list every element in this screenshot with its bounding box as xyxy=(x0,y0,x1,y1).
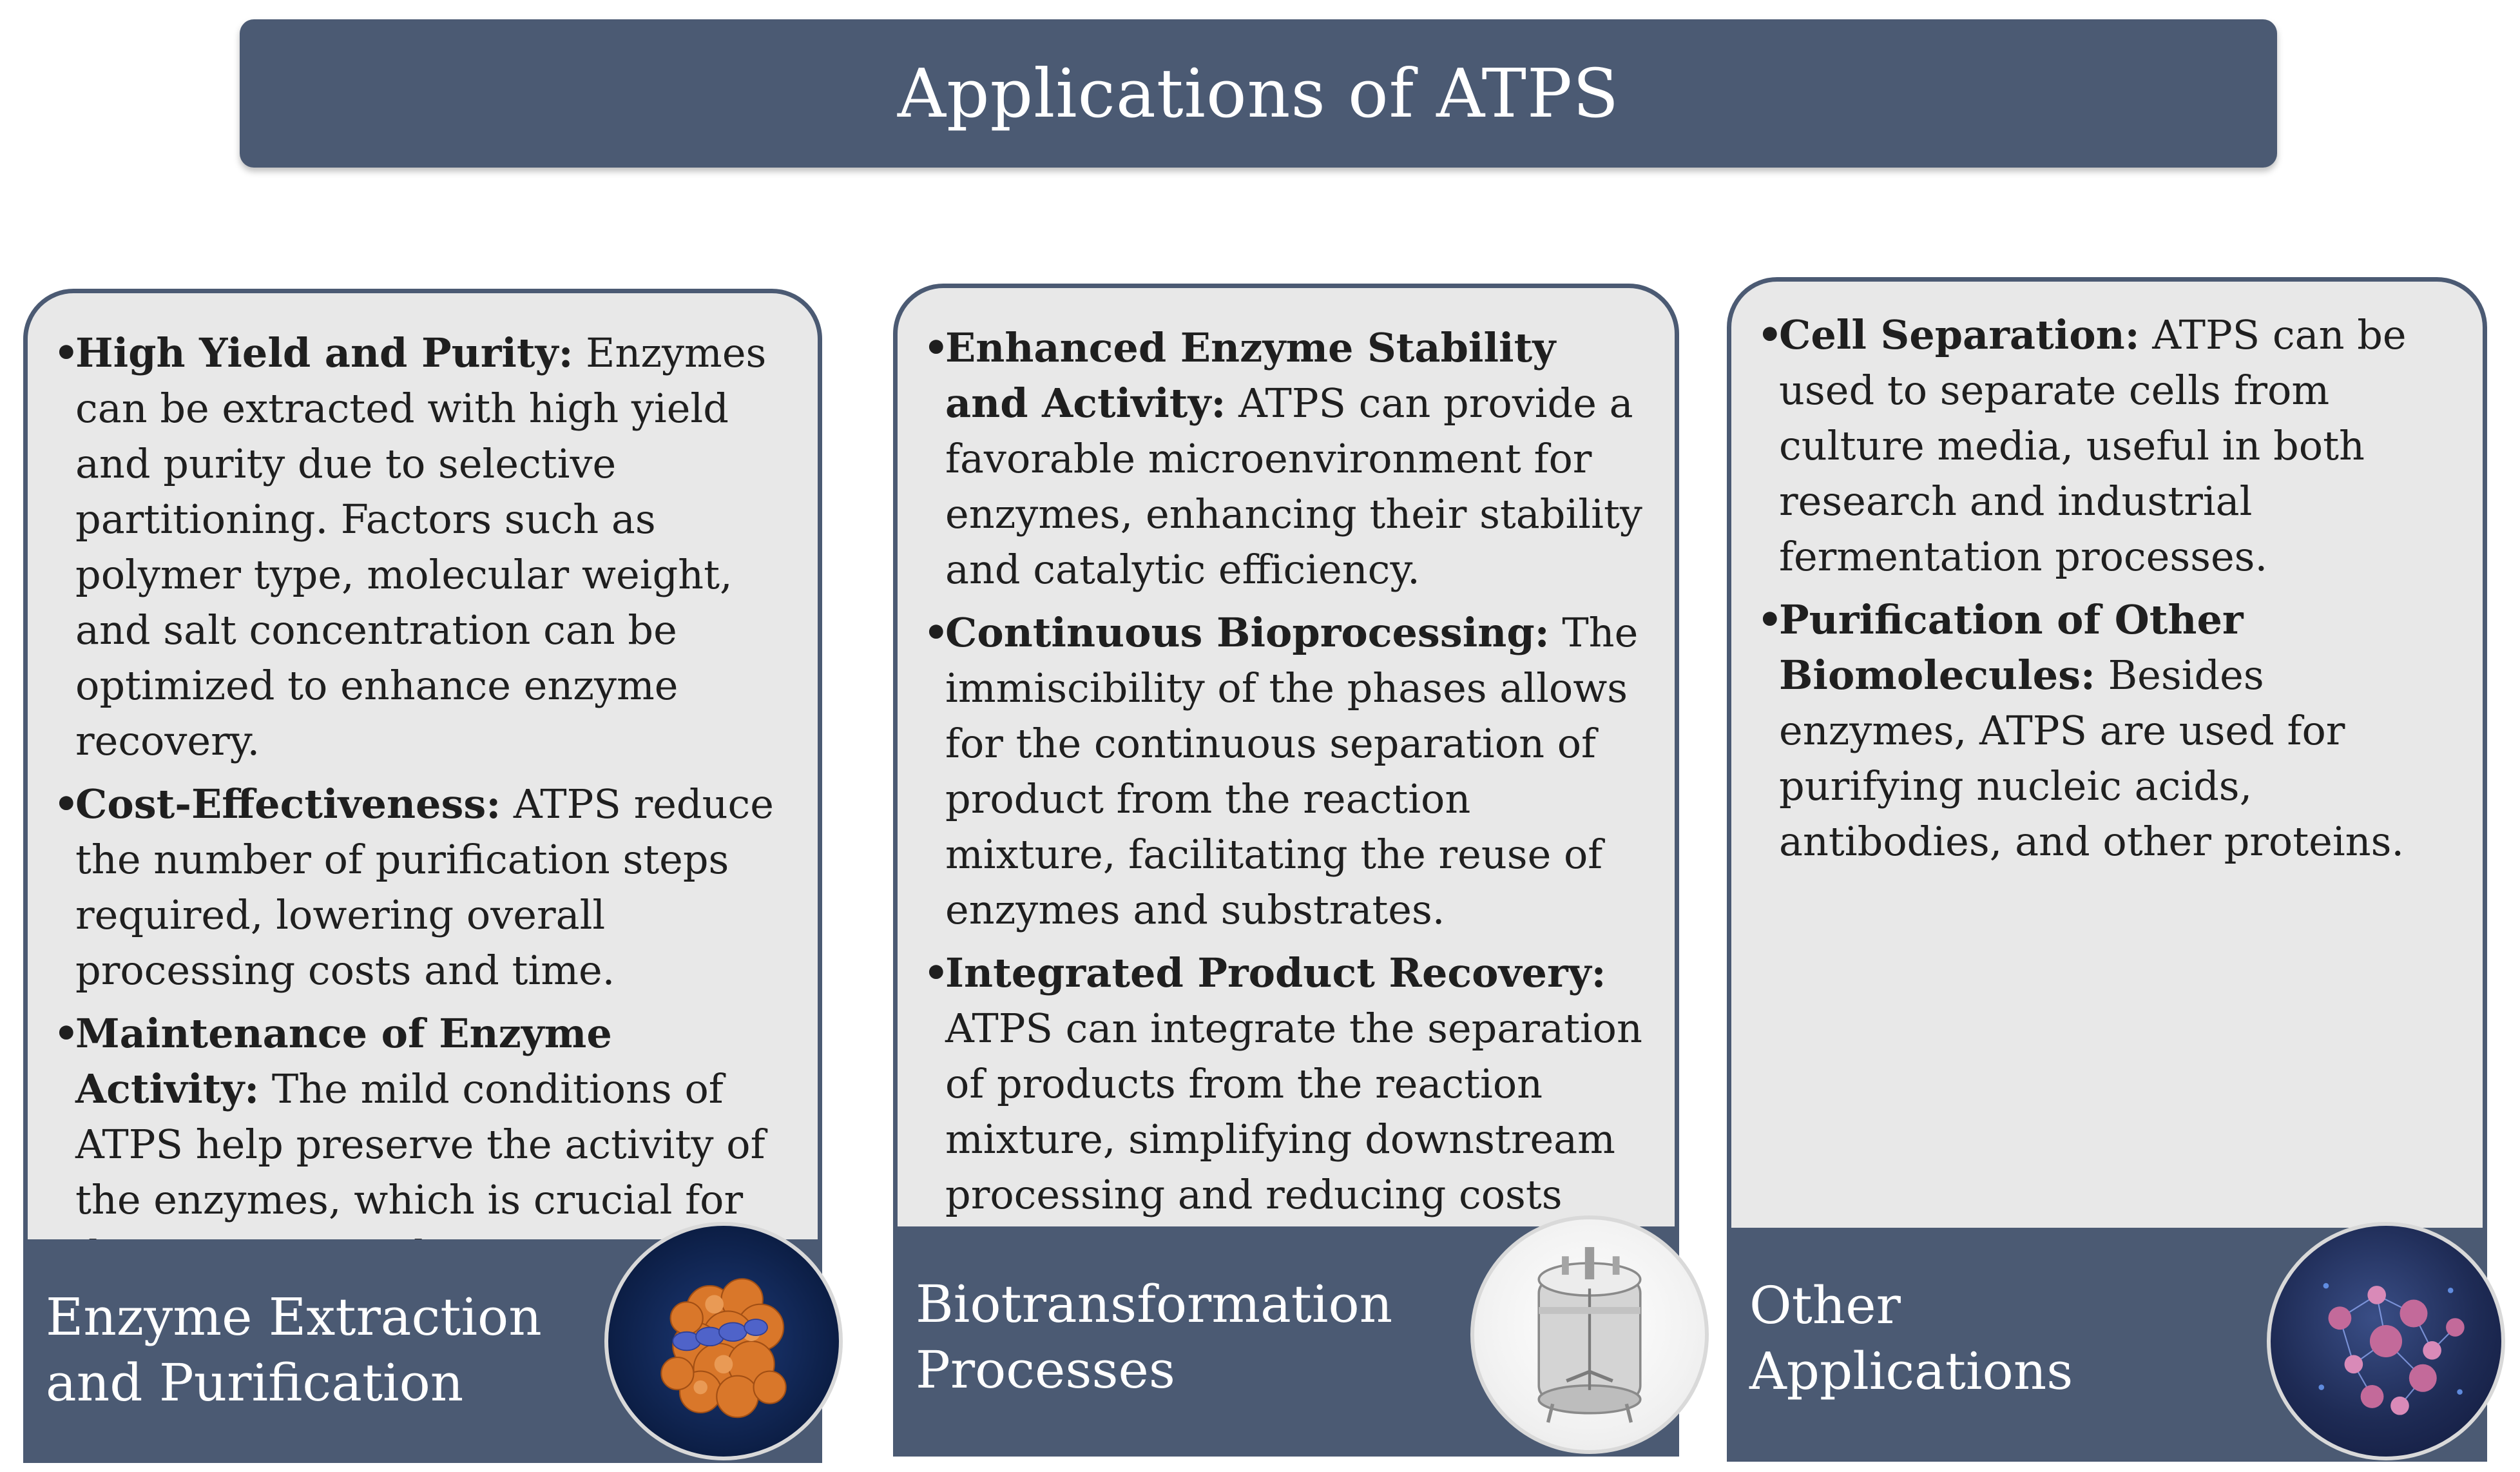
item-list xyxy=(1757,307,2457,877)
bullet-icon: • xyxy=(53,1010,79,1057)
item-term: Maintenance of Enzyme Activity xyxy=(75,1010,612,1112)
bullet-icon: • xyxy=(923,609,949,656)
list-item: •High Yield and Purity: Enzymes can be extracted with high yield and purity due to selective partitioning. Factors such as polymer type, molecular weight, and salt concentration can be optimized to enhance enzyme recovery. xyxy=(53,325,792,769)
bullet-icon: • xyxy=(53,329,79,376)
item-term: Cell Separation xyxy=(1779,311,2125,358)
bullet-icon: • xyxy=(53,780,79,828)
list-item: •Cost-Effectiveness: ATPS reduce the number of purification steps required, lowering overall processing costs and time. xyxy=(53,777,792,998)
item-term: Purification of Other Biomolecules xyxy=(1779,596,2244,699)
bullet-icon: • xyxy=(1757,311,1783,358)
item-list xyxy=(923,320,1649,1230)
item-text: ATPS can integrate the separation of products from the reaction mixture, simplifying downstream processing and reducing costs xyxy=(945,1005,1642,1218)
item-text: The mild conditions of ATPS help preserve the activity of the enzymes, which is crucial for xyxy=(75,1065,765,1223)
item-term: Continuous Bioprocessing xyxy=(945,609,1535,656)
list-item: •Maintenance of Enzyme Activity: The mild conditions of ATPS help preserve the activity of the enzymes, which is crucial for xyxy=(53,1006,792,1283)
bullet-icon: • xyxy=(923,949,949,996)
panel-label: Biotransformation Processes xyxy=(916,1274,1393,1400)
item-text: ATPS can provide a favorable microenvironment for enzymes, enhancing their stability and catalytic efficiency. xyxy=(945,380,1642,593)
item-list xyxy=(53,325,792,1291)
protein-structure-icon xyxy=(604,1222,843,1460)
list-item: •Integrated Product Recovery: ATPS can integrate the separation of products from the reaction mixture, simplifying downstream processing and reducing costs xyxy=(923,945,1649,1223)
panel-label: Enzyme Extraction and Purification xyxy=(46,1287,542,1413)
item-text: Enzymes can be extracted with high yield and purity due to selective partitioning. Factors such as polymer type, molecular weight, and salt concentration can be optimized to enhance enzyme recovery. xyxy=(75,329,767,764)
panel-label: Other Applications xyxy=(1749,1275,2073,1401)
item-term: Enhanced Enzyme Stability and Activity xyxy=(945,324,1556,427)
molecule-network-icon xyxy=(2267,1222,2505,1460)
item-term: High Yield and Purity xyxy=(75,329,559,376)
bioreactor-icon xyxy=(1470,1215,1709,1454)
item-text: ATPS can be used to separate cells from culture media, useful in both research and industrial fermentation processes. xyxy=(1779,311,2407,580)
list-item: •Purification of Other Biomolecules: Besides enzymes, ATPS are used for purifying nucleic acids, antibodies, and other proteins. xyxy=(1757,592,2457,869)
item-term: Cost-Effectiveness xyxy=(75,780,486,828)
bullet-icon: • xyxy=(923,324,949,371)
diagram-title: Applications of ATPS xyxy=(897,54,1620,133)
list-item: •Enhanced Enzyme Stability and Activity: ATPS can provide a favorable microenvironment for enzymes, enhancing their stability and catalytic efficiency. xyxy=(923,320,1649,597)
item-term: Integrated Product Recovery xyxy=(945,949,1592,996)
bullet-icon: • xyxy=(1757,596,1783,643)
title-banner xyxy=(240,19,2277,168)
list-item: •Continuous Bioprocessing: The immiscibility of the phases allows for the continuous separation of product from the reaction mixture, facilitating the reuse of enzymes and substrates. xyxy=(923,605,1649,938)
list-item: •Cell Separation: ATPS can be used to separate cells from culture media, useful in both research and industrial fermentation processes. xyxy=(1757,307,2457,585)
item-text: The immiscibility of the phases allows for the continuous separation of product from the reaction mixture, facilitating the reuse of enzymes and substrates. xyxy=(945,609,1639,933)
item-text: ATPS reduce the number of purification steps required, lowering overall processing costs and time. xyxy=(75,780,774,994)
item-text: Besides enzymes, ATPS are used for purifying nucleic acids, antibodies, and other proteins. xyxy=(1779,652,2405,865)
